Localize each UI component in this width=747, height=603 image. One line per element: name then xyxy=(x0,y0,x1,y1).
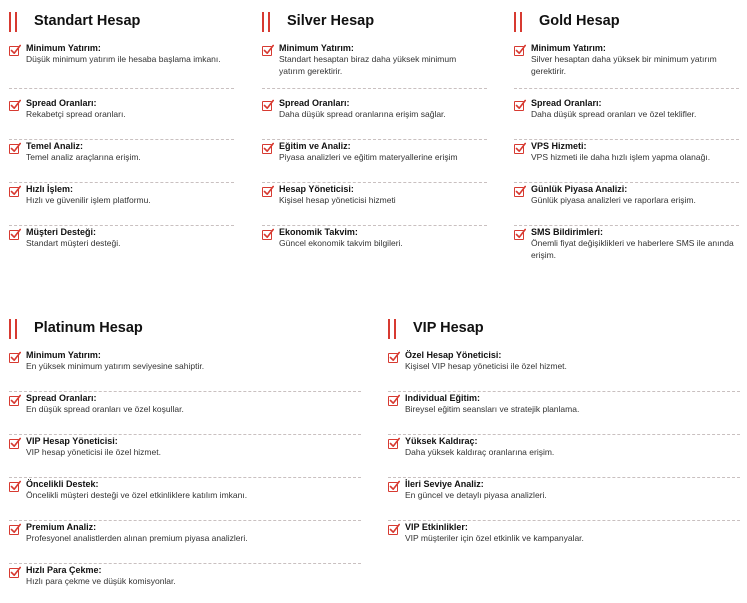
feature-label: Temel Analiz: xyxy=(26,141,84,151)
checkbox-icon xyxy=(9,46,19,56)
feature-label: Yüksek Kaldıraç: xyxy=(405,436,478,446)
feature-item xyxy=(514,140,739,183)
feature-item xyxy=(514,97,739,140)
checkbox-icon xyxy=(9,187,19,197)
account-column-0 xyxy=(9,12,234,248)
feature-description: Daha düşük spread oranları ve özel teklifler. xyxy=(531,109,697,119)
feature-item xyxy=(9,97,234,140)
feature-label: Günlük Piyasa Analizi: xyxy=(531,184,628,194)
checkbox-icon xyxy=(9,230,19,240)
feature-label: Spread Oranları: xyxy=(26,393,97,403)
feature-label: SMS Bildirimleri: xyxy=(531,227,604,237)
checkbox-icon xyxy=(9,568,19,578)
feature-label: Minimum Yatırım: xyxy=(279,43,354,53)
account-column-3 xyxy=(9,319,361,586)
feature-description: VIP hesap yöneticisi ile özel hizmet. xyxy=(26,447,161,457)
account-title: Silver Hesap xyxy=(287,13,375,29)
feature-label: Spread Oranları: xyxy=(279,98,350,108)
feature-label: Spread Oranları: xyxy=(26,98,97,108)
checkbox-icon xyxy=(388,353,398,363)
feature-label: Spread Oranları: xyxy=(531,98,602,108)
feature-label: Hızlı İşlem: xyxy=(26,184,74,194)
feature-label: Hesap Yöneticisi: xyxy=(279,184,354,194)
feature-label: Minimum Yatırım: xyxy=(26,350,101,360)
feature-description: Temel analiz araçlarına erişim. xyxy=(26,152,141,162)
feature-item xyxy=(388,435,740,478)
title-bars-icon xyxy=(388,319,397,339)
feature-label: Ekonomik Takvim: xyxy=(279,227,358,237)
feature-label: Özel Hesap Yöneticisi: xyxy=(405,350,502,360)
checkbox-icon xyxy=(514,230,524,240)
feature-description: Düşük minimum yatırım ile hesaba başlama imkanı. xyxy=(26,54,221,64)
checkbox-icon xyxy=(388,525,398,535)
checkbox-icon xyxy=(514,144,524,154)
feature-item xyxy=(262,226,487,256)
feature-description: VPS hizmeti ile daha hızlı işlem yapma olanağı. xyxy=(531,152,711,162)
account-column-2 xyxy=(514,12,739,260)
feature-item xyxy=(388,478,740,521)
checkbox-icon xyxy=(9,396,19,406)
account-header xyxy=(9,319,361,341)
feature-description: En güncel ve detaylı piyasa analizleri. xyxy=(405,490,547,500)
checkbox-icon xyxy=(262,144,272,154)
account-header xyxy=(388,319,740,341)
feature-item xyxy=(262,183,487,226)
checkbox-icon xyxy=(262,187,272,197)
checkbox-icon xyxy=(9,144,19,154)
checkbox-icon xyxy=(9,482,19,492)
feature-label: VIP Etkinlikler: xyxy=(405,522,468,532)
checkbox-icon xyxy=(262,46,272,56)
feature-item xyxy=(514,226,739,278)
feature-description: Günlük piyasa analizleri ve raporlara erişim. xyxy=(531,195,696,205)
feature-label: Müşteri Desteği: xyxy=(26,227,97,237)
account-header xyxy=(262,12,487,34)
checkbox-icon xyxy=(514,187,524,197)
feature-label: Premium Analiz: xyxy=(26,522,97,532)
feature-description: Rekabetçi spread oranları. xyxy=(26,109,126,119)
feature-description: Öncelikli müşteri desteği ve özel etkinliklere katılım imkanı. xyxy=(26,490,248,500)
feature-description: En yüksek minimum yatırım seviyesine sahiptir. xyxy=(26,361,205,371)
feature-label: Öncelikli Destek: xyxy=(26,479,99,489)
feature-item xyxy=(262,42,487,89)
checkbox-icon xyxy=(9,101,19,111)
checkbox-icon xyxy=(9,439,19,449)
feature-label: VPS Hizmeti: xyxy=(531,141,587,151)
feature-item xyxy=(9,42,234,89)
feature-description: Hızlı para çekme ve düşük komisyonlar. xyxy=(26,576,176,586)
feature-description: Standart müşteri desteği. xyxy=(26,238,121,248)
feature-item xyxy=(9,435,361,478)
feature-label: Hızlı Para Çekme: xyxy=(26,565,102,575)
feature-item xyxy=(9,478,361,521)
feature-item xyxy=(262,97,487,140)
account-header xyxy=(514,12,739,34)
feature-description: Bireysel eğitim seansları ve stratejik planlama. xyxy=(405,404,580,414)
feature-label: Eğitim ve Analiz: xyxy=(279,141,351,151)
feature-description: Daha düşük spread oranlarına erişim sağlar. xyxy=(279,109,446,119)
title-bars-icon xyxy=(9,319,18,339)
feature-item xyxy=(9,183,234,226)
checkbox-icon xyxy=(388,396,398,406)
feature-description: Kişisel hesap yöneticisi hizmeti xyxy=(279,195,396,205)
feature-item xyxy=(9,564,361,594)
feature-item xyxy=(514,183,739,226)
account-title: Gold Hesap xyxy=(539,13,620,29)
checkbox-icon xyxy=(262,230,272,240)
feature-label: Minimum Yatırım: xyxy=(531,43,606,53)
feature-description: VIP müşteriler için özel etkinlik ve kampanyalar. xyxy=(405,533,584,543)
title-bars-icon xyxy=(262,12,271,32)
feature-description: Profesyonel analistlerden alınan premium piyasa analizleri. xyxy=(26,533,248,543)
feature-item xyxy=(9,521,361,564)
feature-item xyxy=(9,349,361,392)
feature-description: Hızlı ve güvenilir işlem platformu. xyxy=(26,195,151,205)
checkbox-icon xyxy=(388,482,398,492)
account-column-1 xyxy=(262,12,487,248)
feature-item xyxy=(388,349,740,392)
account-column-4 xyxy=(388,319,740,543)
feature-description: Standart hesaptan biraz daha yüksek minimum yatırım gerektirir. xyxy=(279,54,457,76)
feature-item xyxy=(9,140,234,183)
account-title: VIP Hesap xyxy=(413,320,484,336)
checkbox-icon xyxy=(514,101,524,111)
feature-description: Önemli fiyat değişiklikleri ve haberlere SMS ile anında erişim. xyxy=(531,238,734,260)
feature-description: Daha yüksek kaldıraç oranlarına erişim. xyxy=(405,447,555,457)
title-bars-icon xyxy=(9,12,18,32)
feature-label: İleri Seviye Analiz: xyxy=(405,479,484,489)
feature-item xyxy=(9,392,361,435)
checkbox-icon xyxy=(262,101,272,111)
feature-description: Silver hesaptan daha yüksek bir minimum yatırım gerektirir. xyxy=(531,54,717,76)
feature-item xyxy=(9,226,234,256)
feature-item xyxy=(388,392,740,435)
feature-item xyxy=(262,140,487,183)
checkbox-icon xyxy=(514,46,524,56)
checkbox-icon xyxy=(388,439,398,449)
feature-description: Kişisel VIP hesap yöneticisi ile özel hizmet. xyxy=(405,361,567,371)
account-title: Platinum Hesap xyxy=(34,320,143,336)
feature-item xyxy=(514,42,739,89)
feature-description: Piyasa analizleri ve eğitim materyallerine erişim xyxy=(279,152,458,162)
checkbox-icon xyxy=(9,525,19,535)
checkbox-icon xyxy=(9,353,19,363)
account-header xyxy=(9,12,234,34)
feature-item xyxy=(388,521,740,551)
feature-label: VIP Hesap Yöneticisi: xyxy=(26,436,118,446)
feature-description: En düşük spread oranları ve özel koşullar. xyxy=(26,404,184,414)
feature-label: Individual Eğitim: xyxy=(405,393,481,403)
title-bars-icon xyxy=(514,12,523,32)
feature-label: Minimum Yatırım: xyxy=(26,43,101,53)
account-title: Standart Hesap xyxy=(34,13,141,29)
feature-description: Güncel ekonomik takvim bilgileri. xyxy=(279,238,403,248)
